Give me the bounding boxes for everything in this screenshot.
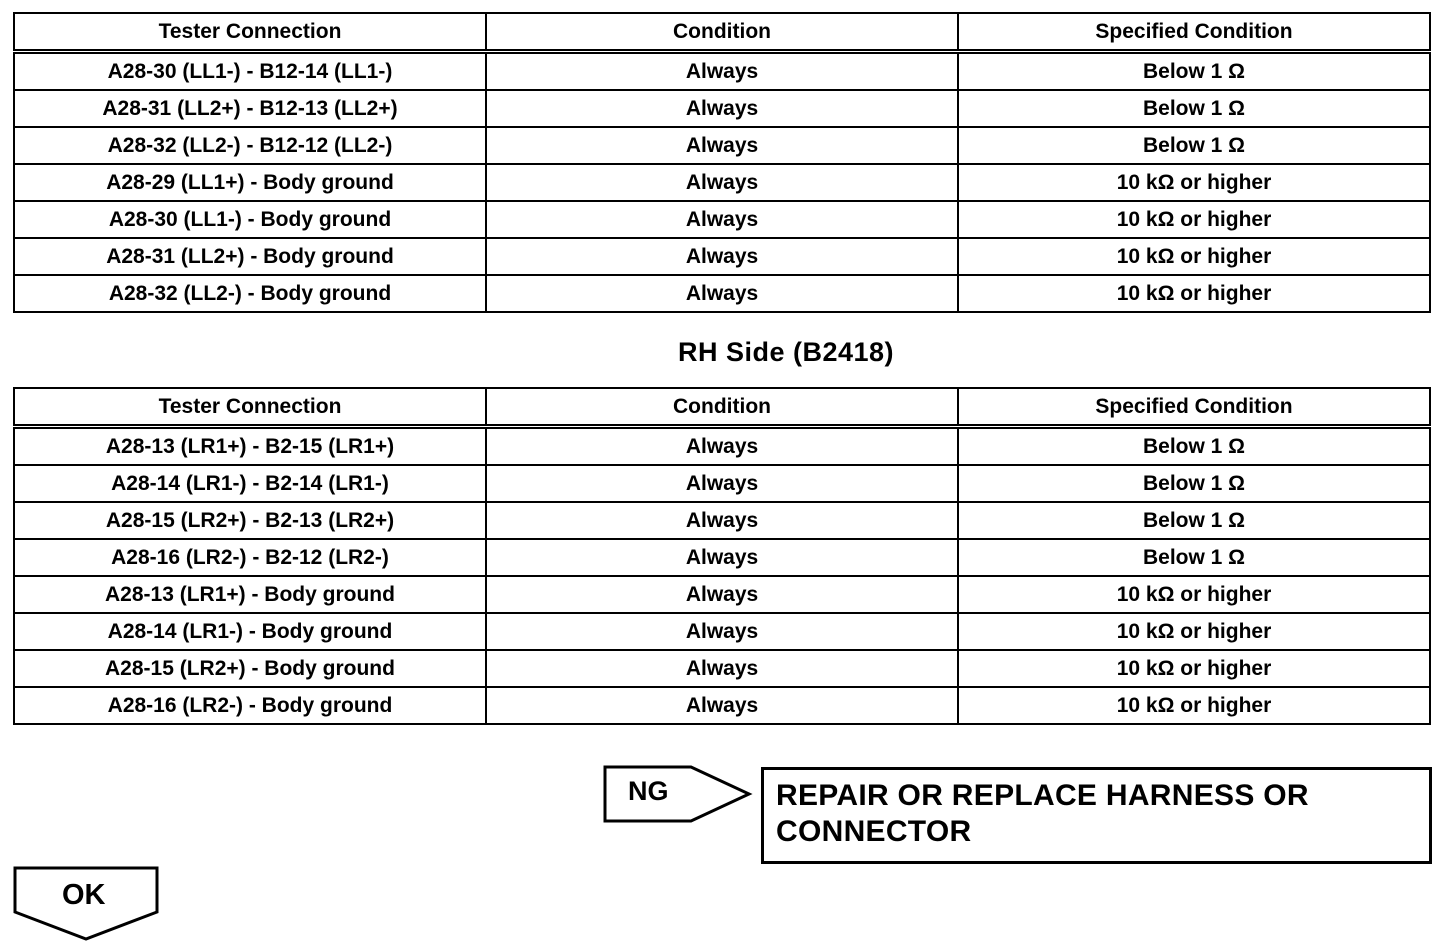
specified-condition-cell: Below 1 Ω — [958, 465, 1430, 502]
specified-condition-cell: Below 1 Ω — [958, 127, 1430, 164]
tester-connection-cell: A28-16 (LR2-) - B2-12 (LR2-) — [14, 539, 486, 576]
table-row — [14, 465, 1430, 502]
tester-connection-cell: A28-15 (LR2+) - B2-13 (LR2+) — [14, 502, 486, 539]
specified-condition-cell: Below 1 Ω — [958, 427, 1430, 466]
condition-cell: Always — [486, 275, 958, 312]
condition-cell: Always — [486, 201, 958, 238]
table-row — [14, 127, 1430, 164]
condition-cell: Always — [486, 539, 958, 576]
condition-cell: Always — [486, 687, 958, 724]
rh-resistance-table — [13, 387, 1431, 725]
table-row — [14, 502, 1430, 539]
condition-cell: Always — [486, 164, 958, 201]
header-tester-connection: Tester Connection — [14, 13, 486, 52]
table-row — [14, 275, 1430, 312]
ng-label: NG — [628, 776, 669, 806]
tester-connection-cell: A28-31 (LL2+) - B12-13 (LL2+) — [14, 90, 486, 127]
condition-cell: Always — [486, 465, 958, 502]
ng-result-line-2: CONNECTOR — [776, 815, 972, 848]
condition-cell: Always — [486, 90, 958, 127]
specified-condition-cell: 10 kΩ or higher — [958, 201, 1430, 238]
condition-cell: Always — [486, 613, 958, 650]
specified-condition-cell: Below 1 Ω — [958, 539, 1430, 576]
lh-resistance-table — [13, 12, 1431, 313]
specified-condition-cell: 10 kΩ or higher — [958, 164, 1430, 201]
specified-condition-cell: 10 kΩ or higher — [958, 613, 1430, 650]
table-header-row — [14, 13, 1430, 52]
tester-connection-cell: A28-29 (LL1+) - Body ground — [14, 164, 486, 201]
tester-connection-cell: A28-30 (LL1-) - Body ground — [14, 201, 486, 238]
ng-arrow-shape — [603, 765, 753, 823]
header-condition: Condition — [486, 388, 958, 427]
header-specified-condition: Specified Condition — [958, 13, 1430, 52]
condition-cell: Always — [486, 650, 958, 687]
header-specified-condition: Specified Condition — [958, 388, 1430, 427]
table-row — [14, 650, 1430, 687]
table-row — [14, 238, 1430, 275]
header-tester-connection: Tester Connection — [14, 388, 486, 427]
tester-connection-cell: A28-15 (LR2+) - Body ground — [14, 650, 486, 687]
table-row — [14, 427, 1430, 466]
tester-connection-cell: A28-31 (LL2+) - Body ground — [14, 238, 486, 275]
table-header-row — [14, 388, 1430, 427]
condition-cell: Always — [486, 238, 958, 275]
table-row — [14, 687, 1430, 724]
ng-result-text — [776, 778, 1419, 850]
header-condition: Condition — [486, 13, 958, 52]
tester-connection-cell: A28-14 (LR1-) - B2-14 (LR1-) — [14, 465, 486, 502]
tester-connection-cell: A28-13 (LR1+) - B2-15 (LR1+) — [14, 427, 486, 466]
specified-condition-cell: Below 1 Ω — [958, 90, 1430, 127]
tester-connection-cell: A28-16 (LR2-) - Body ground — [14, 687, 486, 724]
condition-cell: Always — [486, 427, 958, 466]
condition-cell: Always — [486, 576, 958, 613]
tester-connection-cell: A28-32 (LL2-) - B12-12 (LL2-) — [14, 127, 486, 164]
table-row — [14, 164, 1430, 201]
specified-condition-cell: 10 kΩ or higher — [958, 687, 1430, 724]
table-row — [14, 52, 1430, 91]
ok-label: OK — [62, 879, 106, 911]
specified-condition-cell: Below 1 Ω — [958, 52, 1430, 91]
table-row — [14, 201, 1430, 238]
tester-connection-cell: A28-30 (LL1-) - B12-14 (LL1-) — [14, 52, 486, 91]
table-row — [14, 539, 1430, 576]
table-row — [14, 576, 1430, 613]
specified-condition-cell: Below 1 Ω — [958, 502, 1430, 539]
table-row — [14, 90, 1430, 127]
ng-result-line-1: REPAIR OR REPLACE HARNESS OR — [776, 779, 1309, 812]
specified-condition-cell: 10 kΩ or higher — [958, 576, 1430, 613]
table-row — [14, 613, 1430, 650]
condition-cell: Always — [486, 502, 958, 539]
condition-cell: Always — [486, 127, 958, 164]
specified-condition-cell: 10 kΩ or higher — [958, 650, 1430, 687]
tester-connection-cell: A28-13 (LR1+) - Body ground — [14, 576, 486, 613]
specified-condition-cell: 10 kΩ or higher — [958, 275, 1430, 312]
ng-result-box — [761, 767, 1432, 864]
tester-connection-cell: A28-32 (LL2-) - Body ground — [14, 275, 486, 312]
tester-connection-cell: A28-14 (LR1-) - Body ground — [14, 613, 486, 650]
specified-condition-cell: 10 kΩ or higher — [958, 238, 1430, 275]
section-title: RH Side (B2418) — [677, 337, 895, 367]
condition-cell: Always — [486, 52, 958, 91]
